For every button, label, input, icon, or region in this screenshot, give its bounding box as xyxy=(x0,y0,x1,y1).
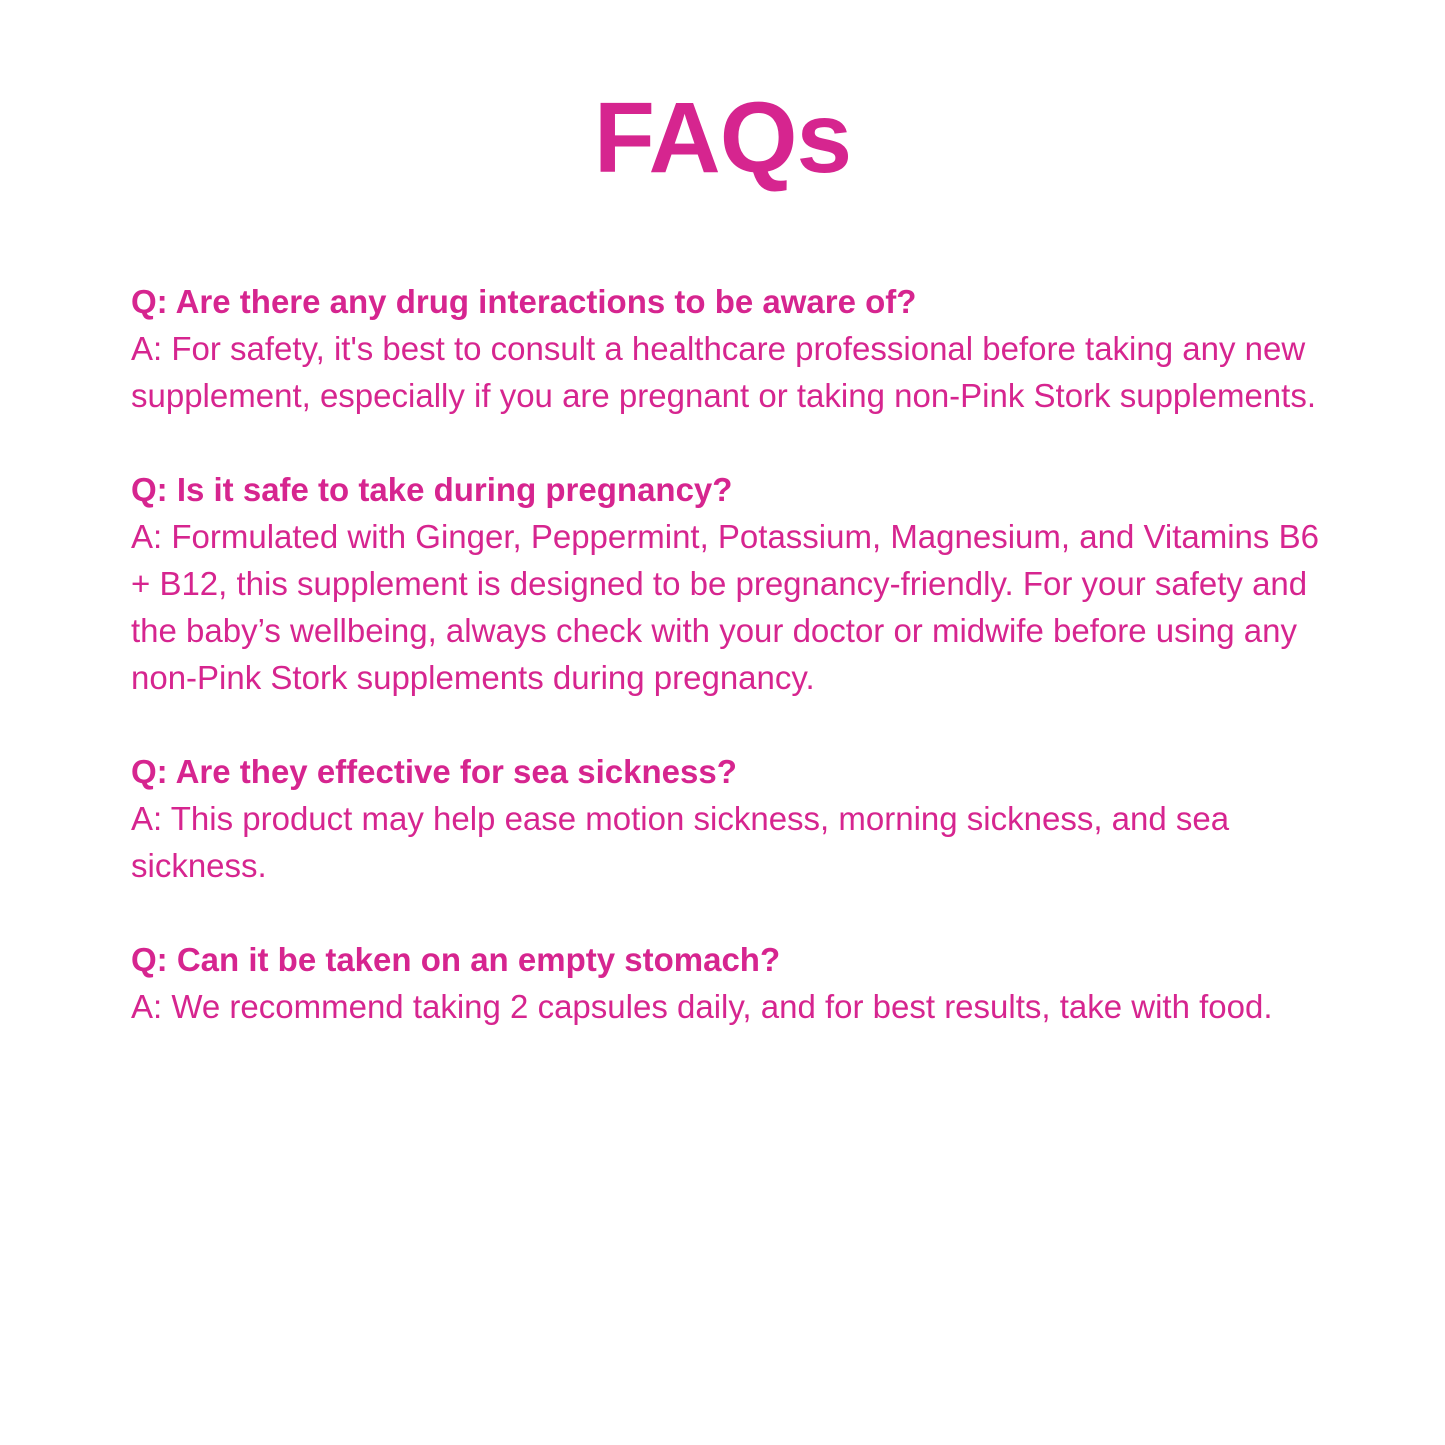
page-title: FAQs xyxy=(593,82,852,194)
faq-answer: A: For safety, it's best to consult a healthcare professional before taking any new supplement, especially if you are pregnant or taking non-Pink Stork supplements. xyxy=(131,330,1316,414)
faq-answer: A: This product may help ease motion sickness, morning sickness, and sea sickness. xyxy=(131,800,1230,884)
faq-item xyxy=(131,466,1331,701)
faq-list xyxy=(131,278,1331,1077)
faq-answer: A: We recommend taking 2 capsules daily, and for best results, take with food. xyxy=(131,988,1273,1025)
faq-item xyxy=(131,748,1331,889)
faq-item xyxy=(131,936,1331,1030)
faq-item xyxy=(131,278,1331,419)
faq-answer: A: Formulated with Ginger, Peppermint, Potassium, Magnesium, and Vitamins B6 + B12, this supplement is designed to be pregnancy-friendly. For your safety and the baby’s wellbeing, always check with your doctor or midwife before using any non-Pink Stork supplements during pregnancy. xyxy=(131,518,1319,696)
faq-question: Q: Is it safe to take during pregnancy? xyxy=(131,471,733,508)
faq-question: Q: Are they effective for sea sickness? xyxy=(131,753,737,790)
faq-question: Q: Are there any drug interactions to be aware of? xyxy=(131,283,917,320)
faq-question: Q: Can it be taken on an empty stomach? xyxy=(131,941,781,978)
